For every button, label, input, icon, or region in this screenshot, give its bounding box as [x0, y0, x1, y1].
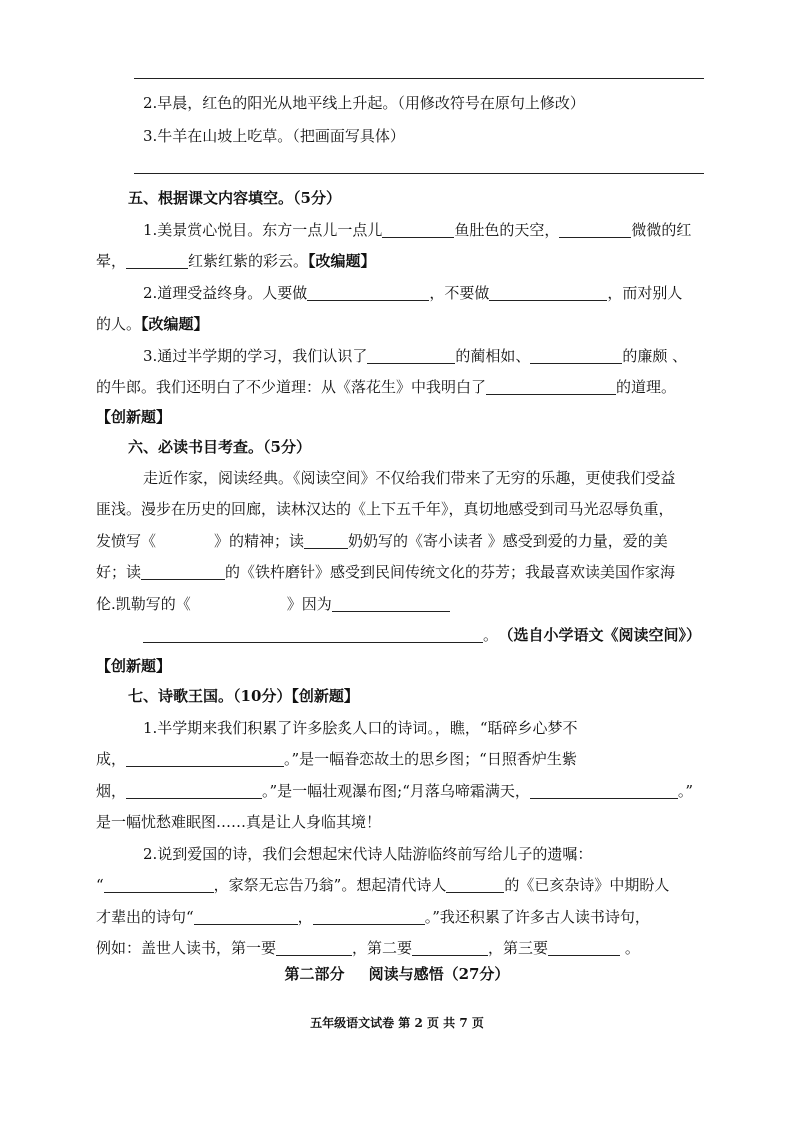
q6-text-4a: 好；读: [96, 563, 142, 581]
fill-blank[interactable]: [126, 782, 262, 799]
q5-item2-text-a: 2.道理受益终身。人要做: [143, 284, 308, 302]
revised-tag: 【改编题】: [141, 315, 209, 333]
part2-title: 阅读与感悟（27分）: [368, 965, 510, 983]
q7-text-2-2c: 的《已亥杂诗》中期盼人: [504, 876, 670, 894]
fill-blank[interactable]: [412, 939, 488, 956]
q5-item3-line2: [96, 377, 736, 397]
q7-text-2-4b: ，第二要: [352, 939, 413, 957]
fill-blank[interactable]: [486, 378, 616, 395]
q5-item1-text-e: 红紫红紫的彩云。: [188, 252, 309, 270]
q6-text-3b: 》的精神；读: [214, 532, 305, 550]
fill-blank[interactable]: [126, 750, 284, 767]
q5-item2-text-c: ，而对别人: [607, 284, 683, 302]
q7-item1-line2: [96, 749, 736, 769]
revised-tag: 【改编题】: [308, 252, 376, 270]
q7-text-1-3b: 。”是一幅壮观瀑布图;“月落乌啼霜满天，: [262, 782, 530, 800]
q7-item1-line1: 1.半学期来我们积累了许多脍炙人口的诗词。，瞧，“聒碎乡心梦不: [143, 719, 578, 737]
q5-heading: 五、根据课文内容填空。（5分）: [128, 189, 341, 207]
q7-text-2-4a: 例如：盖世人读书，第一要: [96, 939, 277, 957]
q6-text-3a: 发愤写《: [96, 532, 157, 550]
q6-text-3c: 奶奶写的《寄小读者 》感受到爱的力量，爱的美: [348, 532, 668, 550]
q5-item3-text-a: 3.通过半学期的学习，我们认识了: [143, 347, 368, 365]
q6-text-5b: 》因为: [286, 595, 332, 613]
q6-line1: 走近作家，阅读经典。《阅读空间》不仅给我们带来了无穷的乐趣，更使我们受益: [143, 469, 676, 487]
q7-text-2-4c: ，第三要: [488, 939, 549, 957]
fill-blank[interactable]: [313, 908, 425, 925]
q5-item3-text-e: 的道理。: [616, 378, 677, 396]
fill-blank[interactable]: [194, 908, 298, 925]
q5-item1-text-c: 微微的红: [631, 221, 692, 239]
q7-heading: [128, 686, 359, 706]
q7-text-2-3c: 。”我还积累了许多古人读书诗句，: [424, 908, 650, 926]
q7-text-1-2a: 成，: [96, 750, 127, 768]
q6-line4: [96, 562, 736, 582]
q7-text-2-3a: 才辈出的诗句“: [96, 908, 194, 926]
q7-item2-line2: [96, 875, 736, 895]
q5-item3-text-d: 的牛郎。我们还明白了不少道理：从《落花生》中我明白了: [96, 378, 487, 396]
q6-text-5a: 伦.凯勒写的《: [96, 595, 191, 613]
q5-item3-line3: [96, 407, 736, 427]
page-footer: 五年级语文试卷 第 2 页 共 7 页: [310, 1016, 484, 1030]
fill-blank[interactable]: [332, 595, 450, 612]
q7-item2-line3: [96, 907, 736, 927]
fill-blank[interactable]: [143, 626, 483, 643]
answer-line-1: [134, 78, 704, 79]
q7-item1-line3: [96, 781, 736, 801]
fill-blank[interactable]: [276, 939, 352, 956]
q7-item2-line1: 2.说到爱国的诗，我们会想起宋代诗人陆游临终前写给儿子的遗嘱：: [143, 845, 593, 863]
q5-item3-text-b: 的蔺相如、: [455, 347, 531, 365]
q6-text-4b: 的《铁杵磨针》感受到民间传统文化的芬芳；我最喜欢读美国作家海: [225, 563, 676, 581]
innovative-tag: 【创新题】: [96, 657, 172, 675]
q6-line2: 匪浅。漫步在历史的回廊，读林汉达的《上下五千年》，真切地感受到司马光忍辱负重，: [96, 500, 674, 518]
q5-item3-text-c: 的廉颇 、: [622, 347, 688, 365]
fill-blank[interactable]: [530, 782, 678, 799]
fill-blank[interactable]: [141, 563, 225, 580]
source-note: （选自小学语文《阅读空间》）: [506, 626, 702, 644]
q5-item2-line2: [96, 314, 736, 334]
q7-text-2-3b: ，: [297, 908, 313, 926]
q7-heading-text: 七、诗歌王国。（10分）: [128, 687, 292, 705]
q7-text-1-3c: 。”: [677, 782, 694, 800]
fill-blank[interactable]: [446, 876, 504, 893]
q5-item1-text-a: 1.美景赏心悦目。东方一点儿一点儿: [143, 221, 383, 239]
q6-text-6a: 。: [483, 626, 499, 644]
q5-item3-line1: [143, 346, 783, 366]
q5-item1-line2: [96, 251, 736, 271]
q7-item1-line4: 是一幅忧愁难眠图……真是让人身临其境！: [96, 813, 382, 831]
q7-text-1-3a: 烟，: [96, 782, 127, 800]
q7-text-1-2b: 。”是一幅眷恋故土的思乡图；“日照香炉生紫: [284, 750, 577, 768]
fill-blank[interactable]: [559, 221, 631, 238]
fill-blank[interactable]: [126, 252, 188, 269]
fill-blank[interactable]: [489, 284, 607, 301]
q5-item2-text-d: 的人。: [96, 315, 142, 333]
answer-line-2: [134, 173, 704, 174]
q6-line5: [96, 594, 736, 614]
q7-item2-line4: [96, 938, 736, 958]
q6-line6: [143, 625, 783, 645]
fill-blank[interactable]: [307, 284, 429, 301]
q4-item2: 2.早晨，红色的阳光从地平线上升起。（用修改符号在原句上修改）: [143, 94, 585, 112]
part2-label: 第二部分: [284, 965, 345, 983]
q6-line3: [96, 531, 736, 551]
part2-heading: [0, 963, 794, 984]
q6-tag-line: [96, 656, 736, 676]
fill-blank[interactable]: [104, 876, 214, 893]
q5-item1-line1: [143, 220, 783, 240]
q5-item1-text-b: 鱼肚色的天空，: [454, 221, 560, 239]
q5-item1-text-d: 晕，: [96, 252, 127, 270]
fill-blank[interactable]: [367, 347, 455, 364]
q5-item2-text-b: ，不要做: [429, 284, 490, 302]
q7-text-2-2b: ，家祭无忘告乃翁”。想起清代诗人: [213, 876, 447, 894]
innovative-tag: 【创新题】: [291, 687, 359, 705]
fill-blank[interactable]: [304, 532, 348, 549]
q7-text-2-4d: 。: [620, 939, 640, 957]
fill-blank[interactable]: [382, 221, 454, 238]
q5-item2-line1: [143, 283, 783, 303]
fill-blank[interactable]: [530, 347, 622, 364]
q7-text-2-2a: “: [96, 876, 104, 894]
q4-item3: 3.牛羊在山坡上吃草。（把画面写具体）: [143, 127, 405, 145]
innovative-tag: 【创新题】: [96, 408, 172, 426]
q6-heading: 六、必读书目考查。（5分）: [128, 438, 311, 456]
fill-blank[interactable]: [548, 939, 620, 956]
